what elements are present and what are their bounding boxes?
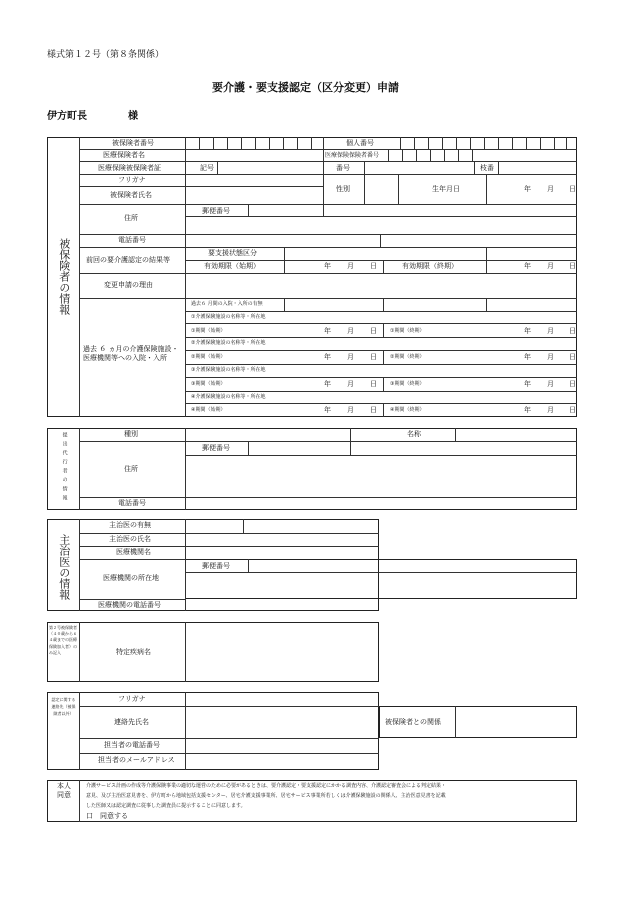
facility-3-end-month: 月 bbox=[547, 380, 554, 388]
facility-1-end-year: 年 bbox=[524, 327, 531, 335]
consent-section-label: 本人同意 bbox=[57, 782, 71, 800]
facility-3-end-day: 日 bbox=[569, 380, 576, 388]
facility-2-start-label: ②期間（始期） bbox=[191, 354, 226, 360]
phone-label: 電話番号 bbox=[118, 236, 146, 244]
facility-4-name-label: ④介護保険施設の名称等・所在地 bbox=[191, 394, 266, 400]
facility-2-end-month: 月 bbox=[547, 353, 554, 361]
facility-2-start-year: 年 bbox=[324, 353, 331, 361]
birth-month: 月 bbox=[547, 185, 554, 193]
valid-end-day: 日 bbox=[569, 262, 576, 270]
agent-postal-code-label: 郵便番号 bbox=[202, 444, 230, 452]
address-label: 住所 bbox=[124, 214, 138, 222]
doctor-section-label: 主治医の情報 bbox=[57, 534, 71, 600]
disease-label: 特定疾病名 bbox=[116, 648, 151, 656]
facility-1-start-year: 年 bbox=[324, 327, 331, 335]
insured-number-label: 被保険者番号 bbox=[112, 139, 154, 147]
doctor-phone-label: 医療機関の電話番号 bbox=[98, 601, 161, 609]
facility-2-end-day: 日 bbox=[569, 353, 576, 361]
furigana-label: フリガナ bbox=[118, 176, 146, 184]
disease-section bbox=[47, 622, 379, 682]
facility-3-name-label: ③介護保険施設の名称等・所在地 bbox=[191, 367, 266, 373]
insured-section-label: 被保険者の情報 bbox=[57, 238, 71, 315]
contact-section bbox=[47, 692, 379, 770]
valid-end-label: 有効期限（終期） bbox=[402, 262, 458, 270]
agent-address-label: 住所 bbox=[124, 465, 138, 473]
care-level-label: 要支援状態区分 bbox=[208, 249, 257, 257]
consent-checkbox[interactable]: 口 bbox=[86, 812, 93, 820]
valid-start-day: 日 bbox=[370, 262, 377, 270]
number-label: 番号 bbox=[336, 164, 350, 172]
consent-text-3: した医師又は認定調査に従事した調査員に提示することに同意します。 bbox=[86, 803, 246, 809]
consent-agree-label: 同意する bbox=[100, 812, 128, 820]
facility-3-end-year: 年 bbox=[524, 380, 531, 388]
valid-start-year: 年 bbox=[324, 262, 331, 270]
facility-1-start-label: ①期間（始期） bbox=[191, 328, 226, 334]
facility-2-name-label: ②介護保険施設の名称等・所在地 bbox=[191, 340, 266, 346]
medical-card-label: 医療保険被保険者証 bbox=[98, 164, 161, 172]
facility-3-start-year: 年 bbox=[324, 380, 331, 388]
contact-name-label: 連絡先氏名 bbox=[114, 718, 149, 726]
facility-2-start-day: 日 bbox=[370, 353, 377, 361]
contact-section-label: 認定に関する連絡先（被保険者以外） bbox=[51, 697, 76, 716]
agent-section-label: 提出代行者の情報 bbox=[61, 432, 68, 504]
addressee: 伊方町長 bbox=[47, 111, 87, 122]
valid-end-month: 月 bbox=[547, 262, 554, 270]
facility-4-end-month: 月 bbox=[547, 406, 554, 414]
page-title: 要介護・要支援認定（区分変更）申請 bbox=[212, 81, 399, 94]
doctor-location-label: 医療機関の所在地 bbox=[103, 574, 159, 582]
agent-phone-label: 電話番号 bbox=[118, 499, 146, 507]
facility-2-start-month: 月 bbox=[347, 353, 354, 361]
valid-end-year: 年 bbox=[524, 262, 531, 270]
facility-4-start-month: 月 bbox=[347, 406, 354, 414]
facility-4-end-day: 日 bbox=[569, 406, 576, 414]
sex-label: 性別 bbox=[336, 185, 350, 193]
facility-3-end-label: ③期間（終期） bbox=[390, 381, 425, 387]
doctor-postal-code-label: 郵便番号 bbox=[202, 562, 230, 570]
facility-3-start-label: ③期間（始期） bbox=[191, 381, 226, 387]
birth-year: 年 bbox=[524, 185, 531, 193]
consent-text-1: 介護サービス計画の作成等介護保険事業の適切な運営のために必要があるときは、要介護認定・要支援認定にかかる調査内容、介護認定審査会による判定結果・ bbox=[86, 783, 447, 789]
consent-text-2: 意見、及び主治医意見書を、伊方町から地域包括支援センター、居宅介護支援事業所、居宅サービス事業所若しくは介護保険施設の関係人、主治医意見書を記載 bbox=[86, 793, 446, 799]
facility-4-start-label: ④期間（始期） bbox=[191, 407, 226, 413]
facility-4-start-day: 日 bbox=[370, 406, 377, 414]
facility-3-start-month: 月 bbox=[347, 380, 354, 388]
birthdate-label: 生年月日 bbox=[432, 185, 460, 193]
doctor-name-label: 主治医の氏名 bbox=[109, 535, 151, 543]
insured-name-label: 被保険者氏名 bbox=[110, 191, 152, 199]
disease-section-label: 第２号被保険者（４０歳から６４歳までの医療保険加入者）のみ記入 bbox=[49, 625, 77, 655]
contact-phone-label: 担当者の電話番号 bbox=[104, 741, 160, 749]
doctor-presence-label: 主治医の有無 bbox=[109, 521, 151, 529]
medical-insurer-number-label: 医療保険保険者番号 bbox=[325, 152, 380, 159]
medical-insurer-label: 医療保険者名 bbox=[103, 151, 145, 159]
form-number: 様式第１２号（第８条関係） bbox=[47, 50, 165, 60]
valid-start-label: 有効期限（始期） bbox=[204, 262, 260, 270]
agent-name-label: 名称 bbox=[407, 430, 421, 438]
relation-label: 被保険者との関係 bbox=[385, 718, 441, 726]
individual-number-label: 個人番号 bbox=[346, 139, 374, 147]
doctor-institution-label: 医療機関名 bbox=[116, 548, 151, 556]
prev-result-label: 前回の要介護認定の結果等 bbox=[86, 256, 170, 264]
facility-1-end-month: 月 bbox=[547, 327, 554, 335]
branch-label: 枝番 bbox=[480, 164, 494, 172]
facility-label: 過去 ６ ヵ月の介護保険施設・医療機関等への入院・入所 bbox=[83, 345, 179, 363]
symbol-label: 記号 bbox=[200, 164, 214, 172]
facility-1-start-month: 月 bbox=[347, 327, 354, 335]
facility-1-start-day: 日 bbox=[370, 327, 377, 335]
facility-4-end-label: ④期間（終期） bbox=[390, 407, 425, 413]
agent-type-label: 種別 bbox=[124, 430, 138, 438]
contact-email-label: 担当者のメールアドレス bbox=[98, 756, 175, 764]
valid-start-month: 月 bbox=[347, 262, 354, 270]
facility-2-end-label: ②期間（終期） bbox=[390, 354, 425, 360]
facility-4-start-year: 年 bbox=[324, 406, 331, 414]
facility-3-start-day: 日 bbox=[370, 380, 377, 388]
contact-furigana-label: フリガナ bbox=[118, 695, 146, 703]
honorific: 様 bbox=[128, 111, 138, 122]
facility-2-end-year: 年 bbox=[524, 353, 531, 361]
postal-code-label: 郵便番号 bbox=[202, 207, 230, 215]
facility-4-end-year: 年 bbox=[524, 406, 531, 414]
facility-1-name-label: ①介護保険施設の名称等・所在地 bbox=[191, 314, 266, 320]
facility-1-end-label: ①期間（終期） bbox=[390, 328, 425, 334]
birth-day: 日 bbox=[569, 185, 576, 193]
facility-1-end-day: 日 bbox=[569, 327, 576, 335]
change-reason-label: 変更申請の理由 bbox=[104, 281, 153, 289]
facility-presence-label: 過去６ 月間の入院・入所の有無 bbox=[191, 301, 263, 307]
